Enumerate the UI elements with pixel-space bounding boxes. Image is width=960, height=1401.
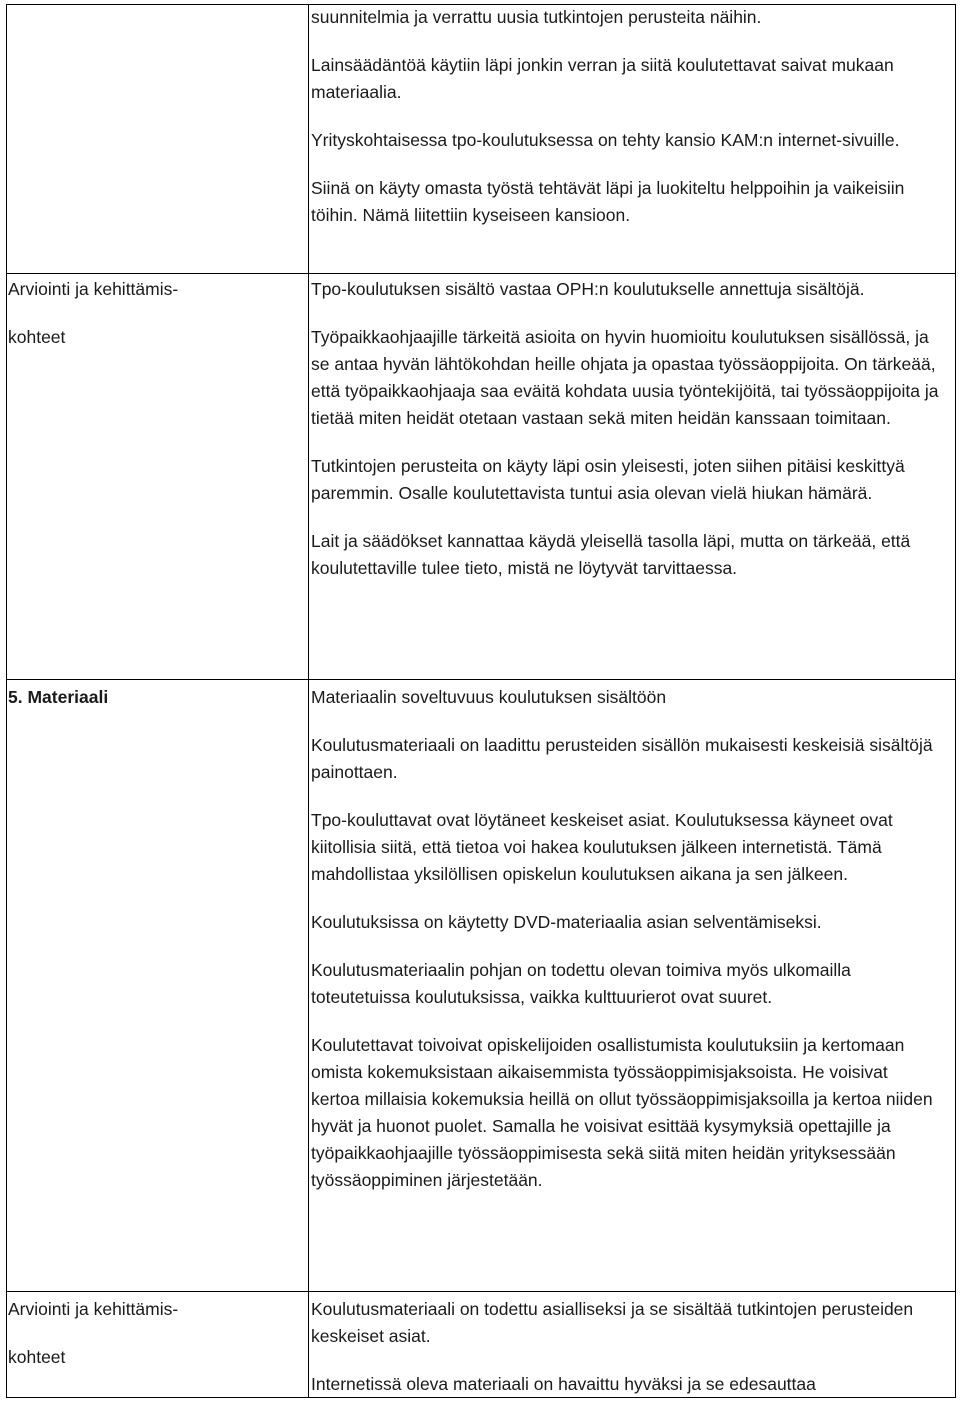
paragraph: Koulutusmateriaali on todettu asialliseksi ja se sisältää tutkintojen perusteiden keskeiset asiat. xyxy=(311,1299,914,1346)
section5-eval-content xyxy=(311,1296,941,1398)
paragraph: Työpaikkaohjaajille tärkeitä asioita on hyvin huomioitu koulutuksen sisällössä, ja se antaa hyvän lähtökohdan heille ohjata ja opastaa työssäoppijoita. On tärkeää, että työpaikkaohjaaja saa eväitä kohdata uusia työntekijöitä, tai työssäoppijoita ja tietää miten heidät otetaan vastaan sekä miten heidän kanssaan toimitaan. xyxy=(311,327,939,428)
section5-eval-label xyxy=(8,1296,293,1371)
paragraph: Tpo-kouluttavat ovat löytäneet keskeiset asiat. Koulutuksessa käyneet ovat kiitollisia siitä, että tietoa voi hakea koulutuksen jälkeen internetistä. Tämä mahdollistaa yksilöllisen opiskelun koulutuksen aikana ja sen jälkeen. xyxy=(311,810,893,884)
paragraph: Tpo-koulutuksen sisältö vastaa OPH:n koulutukselle annettuja sisältöjä. xyxy=(311,279,865,299)
section4-eval-content xyxy=(311,276,941,582)
section5-content xyxy=(311,684,941,1194)
row-divider xyxy=(7,679,955,680)
section4-eval-label xyxy=(8,276,293,351)
paragraph: Koulutusmateriaalin pohjan on todettu olevan toimiva myös ulkomailla toteutetuissa koulutuksissa, vaikka kulttuurierot ovat suuret. xyxy=(311,960,851,1007)
paragraph: Internetissä oleva materiaali on havaittu hyväksi ja se edesauttaa xyxy=(311,1374,816,1394)
label-line: Arviointi ja kehittämis- xyxy=(8,279,179,299)
paragraph: Koulutuksissa on käytetty DVD-materiaalia asian selventämiseksi. xyxy=(311,912,822,932)
label-line: kohteet xyxy=(8,327,66,347)
section5-label: 5. Materiaali xyxy=(8,687,109,707)
paragraph: Lait ja säädökset kannattaa käydä yleisellä tasolla läpi, mutta on tärkeää, että koulutettaville tulee tieto, mistä ne löytyvät tarvittaessa. xyxy=(311,531,911,578)
paragraph: suunnitelmia ja verrattu uusia tutkintojen perusteita näihin. xyxy=(311,7,762,27)
section4-top-content xyxy=(311,4,941,229)
row-divider xyxy=(7,1291,955,1292)
row-divider xyxy=(7,273,955,274)
paragraph: Materiaalin soveltuvuus koulutuksen sisältöön xyxy=(311,687,667,707)
paragraph: Tutkintojen perusteita on käyty läpi osin yleisesti, joten siihen pitäisi keskittyä paremmin. Osalle koulutettavista tuntui asia olevan vielä hiukan hämärä. xyxy=(311,456,905,503)
label-line: kohteet xyxy=(8,1347,66,1367)
paragraph: Lainsäädäntöä käytiin läpi jonkin verran ja siitä koulutettavat saivat mukaan materiaalia. xyxy=(311,55,894,102)
label-line: Arviointi ja kehittämis- xyxy=(8,1299,179,1319)
paragraph: Yrityskohtaisessa tpo-koulutuksessa on tehty kansio KAM:n internet-sivuille. xyxy=(311,130,900,150)
column-divider xyxy=(308,5,309,1397)
paragraph: Koulutettavat toivoivat opiskelijoiden osallistumista koulutuksiin ja kertomaan omista kokemuksistaan aikaisemmista työssäoppimisjaksoista. He voisivat kertoa millaisia kokemuksia heillä on ollut työssäoppimisjaksoilla ja kertoa niiden hyvät ja huonot puolet. Samalla he voisivat esittää kysymyksiä opettajille ja työpaikkaohjaajille työssäoppimisesta sekä siitä miten heidän yrityksessään työssäoppiminen järjestetään. xyxy=(311,1035,933,1190)
paragraph: Siinä on käyty omasta työstä tehtävät läpi ja luokiteltu helppoihin ja vaikeisiin töihin. Nämä liitettiin kyseiseen kansioon. xyxy=(311,178,905,225)
paragraph: Koulutusmateriaali on laadittu perusteiden sisällön mukaisesti keskeisiä sisältöjä painottaen. xyxy=(311,735,933,782)
